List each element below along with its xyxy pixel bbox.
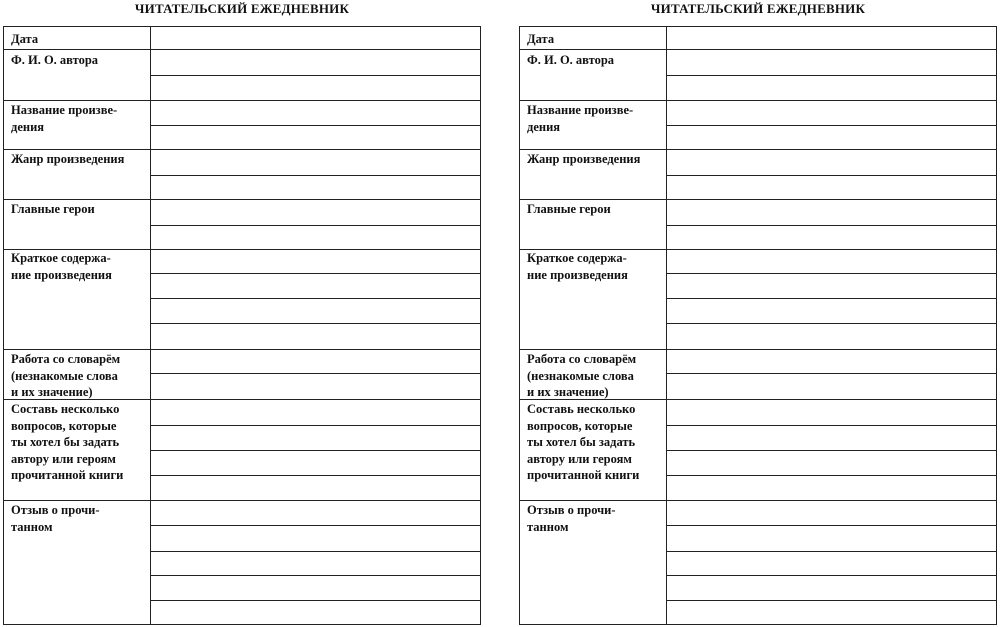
writing-line	[667, 575, 996, 576]
section-divider	[520, 500, 666, 501]
section-divider	[520, 149, 666, 150]
section-label-vocabulary	[11, 351, 151, 401]
label-line: ты хотел бы задать	[527, 435, 636, 449]
label-column	[4, 27, 151, 624]
writing-line	[667, 551, 996, 552]
writing-line	[151, 349, 480, 350]
writing-line	[151, 298, 480, 299]
writing-line	[667, 525, 996, 526]
label-line: Главные герои	[11, 202, 95, 216]
writing-line	[151, 500, 480, 501]
writing-line	[667, 175, 996, 176]
writing-line	[667, 273, 996, 274]
section-label-review	[527, 502, 667, 535]
writing-line	[151, 600, 480, 601]
label-line: Дата	[11, 32, 39, 46]
label-line: дения	[11, 119, 45, 134]
section-label-author	[527, 52, 667, 69]
section-label-work-title	[11, 102, 151, 135]
writing-line	[667, 149, 996, 150]
writing-line	[151, 225, 480, 226]
writing-line	[151, 125, 480, 126]
writing-line	[667, 373, 996, 374]
label-line: вопросов, которые	[527, 418, 633, 433]
section-label-questions	[527, 401, 667, 484]
writing-line	[667, 600, 996, 601]
page-title: ЧИТАТЕЛЬСКИЙ ЕЖЕДНЕВНИК	[650, 1, 866, 16]
label-line: Дата	[527, 32, 555, 46]
section-divider	[4, 100, 150, 101]
label-line: дения	[527, 119, 561, 134]
writing-line	[667, 125, 996, 126]
label-line: прочитанной книги	[527, 468, 640, 482]
writing-line	[151, 399, 480, 400]
section-label-author	[11, 52, 151, 69]
writing-line	[151, 100, 480, 101]
diary-form	[519, 26, 997, 625]
section-label-vocabulary	[527, 351, 667, 401]
section-label-work-title	[527, 102, 667, 135]
label-line: Название произве-	[527, 103, 634, 117]
label-line: Работа со словарём	[527, 352, 637, 366]
label-line: ние произведения	[527, 267, 628, 282]
writing-line	[667, 49, 996, 50]
label-line: Составь несколько	[527, 402, 636, 416]
writing-line	[667, 500, 996, 501]
label-line: Жанр произведения	[11, 152, 125, 166]
section-divider	[520, 49, 666, 50]
label-line: Краткое содержа-	[527, 251, 627, 265]
label-line: (незнакомые слова	[11, 368, 118, 383]
label-line: Название произве-	[11, 103, 118, 117]
writing-line	[667, 199, 996, 200]
writing-line	[151, 149, 480, 150]
writing-line	[667, 399, 996, 400]
label-line: Работа со словарём	[11, 352, 121, 366]
writing-line	[667, 249, 996, 250]
writing-line	[667, 323, 996, 324]
section-label-date	[527, 31, 667, 48]
label-line: танном	[11, 519, 53, 534]
section-label-main-characters	[527, 201, 667, 218]
label-line: вопросов, которые	[11, 418, 117, 433]
section-label-questions	[11, 401, 151, 484]
section-divider	[4, 49, 150, 50]
label-line: автору или героям	[11, 451, 116, 466]
label-line: и их значение)	[11, 385, 93, 399]
writing-line	[151, 273, 480, 274]
section-divider	[4, 199, 150, 200]
label-line: Отзыв о прочи-	[11, 503, 100, 517]
section-label-main-characters	[11, 201, 151, 218]
label-line: Ф. И. О. автора	[11, 53, 99, 67]
section-divider	[4, 500, 150, 501]
section-divider	[4, 349, 150, 350]
writing-line	[151, 75, 480, 76]
label-line: Краткое содержа-	[11, 251, 111, 265]
label-column	[520, 27, 667, 624]
writing-line	[151, 373, 480, 374]
writing-line	[151, 475, 480, 476]
writing-line	[151, 425, 480, 426]
writing-line	[151, 249, 480, 250]
writing-line	[667, 75, 996, 76]
label-line: прочитанной книги	[11, 468, 124, 482]
writing-line	[667, 100, 996, 101]
section-label-review	[11, 502, 151, 535]
section-label-genre	[527, 151, 667, 168]
writing-line	[667, 475, 996, 476]
label-line: танном	[527, 519, 569, 534]
label-line: (незнакомые слова	[527, 368, 634, 383]
label-line: Жанр произведения	[527, 152, 641, 166]
writing-line	[151, 525, 480, 526]
section-label-summary	[527, 250, 667, 283]
writing-line	[667, 225, 996, 226]
writing-line	[151, 175, 480, 176]
section-label-date	[11, 31, 151, 48]
section-divider	[520, 100, 666, 101]
writing-line	[667, 298, 996, 299]
label-line: ты хотел бы задать	[11, 435, 120, 449]
section-divider	[520, 199, 666, 200]
writing-line	[151, 199, 480, 200]
writing-line	[667, 349, 996, 350]
section-divider	[4, 149, 150, 150]
writing-line	[667, 425, 996, 426]
writing-line	[151, 450, 480, 451]
section-label-genre	[11, 151, 151, 168]
writing-line	[667, 450, 996, 451]
section-label-summary	[11, 250, 151, 283]
label-line: Составь несколько	[11, 402, 120, 416]
label-line: Ф. И. О. автора	[527, 53, 615, 67]
page-title: ЧИТАТЕЛЬСКИЙ ЕЖЕДНЕВНИК	[134, 1, 350, 16]
writing-line	[151, 575, 480, 576]
label-line: Главные герои	[527, 202, 611, 216]
writing-line	[151, 323, 480, 324]
label-line: Отзыв о прочи-	[527, 503, 616, 517]
writing-line	[151, 49, 480, 50]
label-line: автору или героям	[527, 451, 632, 466]
section-divider	[520, 349, 666, 350]
diary-form	[3, 26, 481, 625]
label-line: и их значение)	[527, 385, 609, 399]
writing-line	[151, 551, 480, 552]
label-line: ние произведения	[11, 267, 112, 282]
